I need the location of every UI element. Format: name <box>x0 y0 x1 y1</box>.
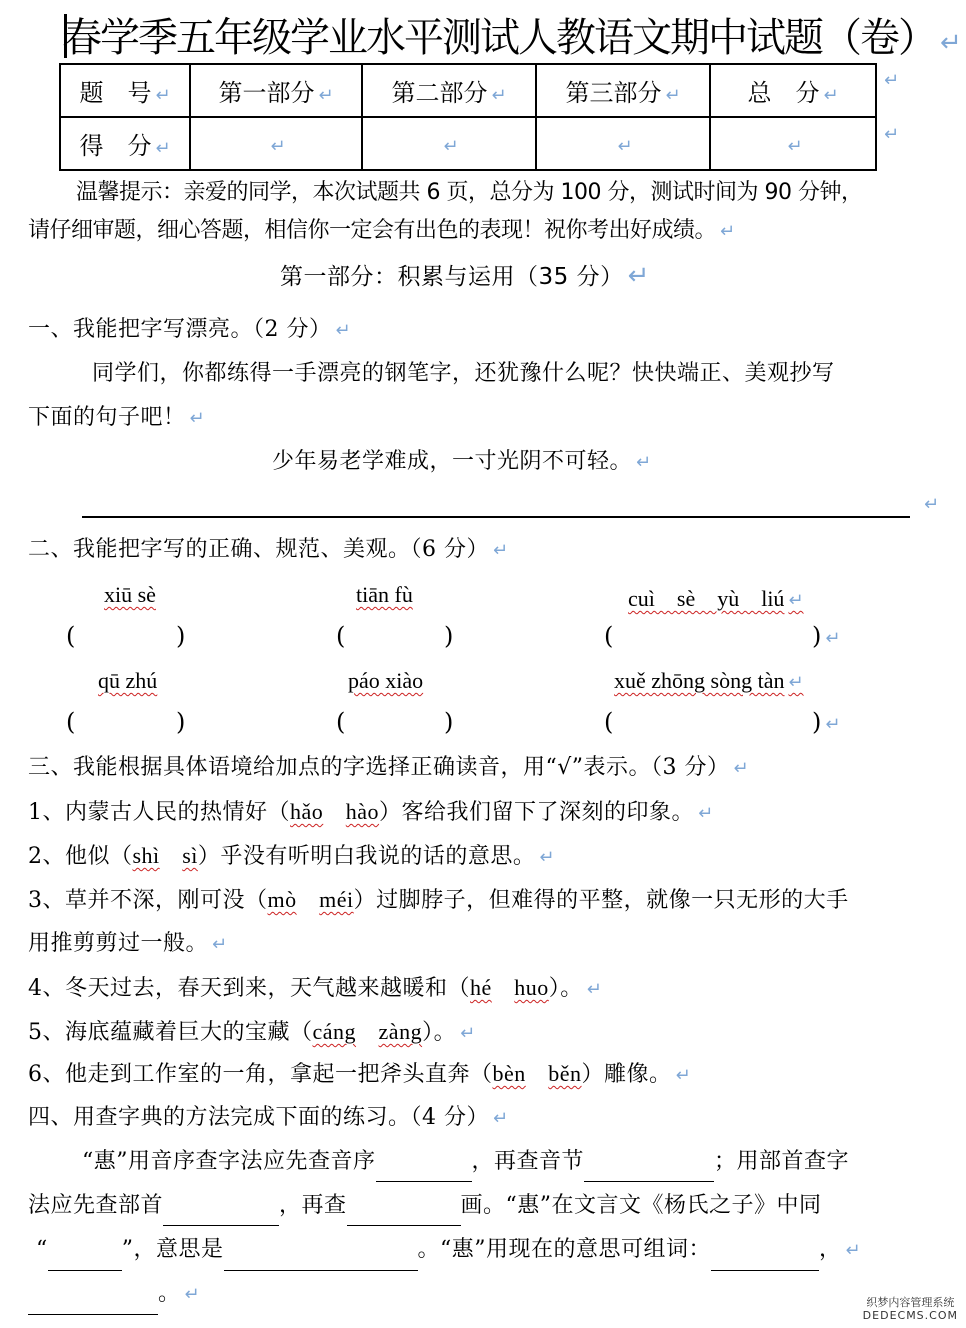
tip-line-2: 请仔细审题，细心答题，相信你一定会有出色的表现！祝你考出好成绩。 ↵ <box>28 218 735 243</box>
return-mark-icon: ↵ <box>924 494 940 515</box>
q1-writing-line[interactable] <box>82 516 910 518</box>
fill-blank[interactable] <box>28 1288 158 1315</box>
fill-blank[interactable] <box>347 1199 461 1226</box>
reading-option[interactable]: mò <box>267 887 297 912</box>
tip-line-1: 温馨提示：亲爱的同学，本次试题共 6 页，总分为 100 分，测试时间为 90 分钟， <box>76 180 863 205</box>
pinyin-word: cuì sè yù liú ↵ <box>628 586 804 611</box>
score-cell[interactable]: ↵ <box>362 117 536 170</box>
q4-line-4: 。 ↵ <box>28 1274 200 1315</box>
page-title: 春学季五年级学业水平测试人教语文期中试题（卷） ↵ <box>62 15 960 61</box>
score-table-header-cell: 第三部分 ↵ <box>536 64 710 117</box>
return-mark-icon: ↵ <box>940 28 960 58</box>
pinyin-word: tiān fù <box>356 582 413 607</box>
watermark-logo: 织梦内容管理系统 DEDECMS.COM <box>862 1296 958 1322</box>
pinyin-word: qū zhú <box>98 668 158 693</box>
q4-heading: 四、用查字典的方法完成下面的练习。（4 分） ↵ <box>28 1105 509 1130</box>
score-table <box>59 63 877 171</box>
reading-option[interactable]: cáng <box>312 1019 357 1044</box>
q1-text-line-2: 下面的句子吧！ ↵ <box>28 405 206 430</box>
part1-heading: 第一部分：积累与运用（35 分） ↵ <box>280 261 650 291</box>
q2-heading: 二、我能把字写的正确、规范、美观。（6 分） ↵ <box>28 537 509 562</box>
q4-line-1: “惠”用音序查字法应先查音序 ，再查音节 ；用部首查字 <box>82 1142 849 1182</box>
answer-paren-open: ( <box>66 708 76 736</box>
answer-paren-open: ( <box>336 708 346 736</box>
reading-option[interactable]: hào <box>345 799 380 824</box>
score-table-header-cell: 第一部分 ↵ <box>190 64 362 117</box>
score-table-header-cell: 总 分 ↵ <box>710 64 876 117</box>
answer-paren-close: ) <box>176 708 186 736</box>
answer-paren-open: ( <box>604 622 614 650</box>
pinyin-word: xiū sè <box>104 582 156 607</box>
q3-item: 6、他走到工作室的一角，拿起一把斧头直奔（bèn běn）雕像。 ↵ <box>28 1061 692 1087</box>
reading-option[interactable]: hé <box>470 975 492 1000</box>
q3-item-continuation: 用推剪剪过一般。 ↵ <box>28 931 228 956</box>
q3-item: 5、海底蕴藏着巨大的宝藏（cáng zàng）。 ↵ <box>28 1019 476 1045</box>
q1-text-line-1: 同学们，你都练得一手漂亮的钢笔字，还犹豫什么呢？快快端正、美观抄写 <box>92 361 835 386</box>
answer-paren-open: ( <box>66 622 76 650</box>
fill-blank[interactable] <box>224 1244 418 1271</box>
answer-paren-close: ) <box>176 622 186 650</box>
score-table-score-row <box>60 117 876 170</box>
return-mark-icon: ↵ <box>884 70 900 91</box>
answer-paren-close: ) ↵ <box>812 708 841 736</box>
q1-heading: 一、我能把字写漂亮。（2 分） ↵ <box>28 317 352 342</box>
score-cell[interactable]: ↵ <box>536 117 710 170</box>
fill-blank[interactable] <box>48 1244 122 1271</box>
reading-option[interactable]: běn <box>548 1061 582 1086</box>
return-mark-icon: ↵ <box>884 124 900 145</box>
q3-item: 2、他似（shì sì）乎没有听明白我说的话的意思。 ↵ <box>28 843 555 869</box>
score-cell[interactable]: ↵ <box>190 117 362 170</box>
answer-paren-open: ( <box>604 708 614 736</box>
score-table-header-cell: 题 号 ↵ <box>60 64 190 117</box>
fill-blank[interactable] <box>584 1155 714 1182</box>
reading-option[interactable]: hǎo <box>290 799 324 824</box>
reading-option[interactable]: sì <box>182 843 198 868</box>
fill-blank[interactable] <box>163 1199 279 1226</box>
answer-paren-close: ) ↵ <box>812 622 841 650</box>
reading-option[interactable]: méi <box>319 887 354 912</box>
reading-option[interactable]: bèn <box>492 1061 526 1086</box>
reading-option[interactable]: shì <box>132 843 160 868</box>
fill-blank[interactable] <box>376 1155 472 1182</box>
answer-paren-open: ( <box>336 622 346 650</box>
pinyin-word: páo xiào <box>348 668 424 693</box>
reading-option[interactable]: zàng <box>378 1019 423 1044</box>
score-cell[interactable]: ↵ <box>710 117 876 170</box>
q3-heading: 三、我能根据具体语境给加点的字选择正确读音，用“√”表示。（3 分） ↵ <box>28 755 750 780</box>
score-table-header-cell: 第二部分 ↵ <box>362 64 536 117</box>
q3-item: 4、冬天过去，春天到来，天气越来越暖和（hé huo）。 ↵ <box>28 975 603 1001</box>
score-table-row-label: 得 分 ↵ <box>60 117 190 170</box>
reading-option[interactable]: huo <box>514 975 549 1000</box>
q3-item: 1、内蒙古人民的热情好（hǎo hào）客给我们留下了深刻的印象。 ↵ <box>28 799 714 825</box>
fill-blank[interactable] <box>711 1244 819 1271</box>
q4-line-2: 法应先查部首 ，再查 画。“惠”在文言文《杨氏之子》中同 <box>28 1186 822 1226</box>
q3-item: 3、草并不深，刚可没（mò méi）过脚脖子，但难得的平整，就像一只无形的大手 <box>28 887 849 913</box>
answer-paren-close: ) <box>444 622 454 650</box>
q4-line-3: “ ”，意思是 。“惠”用现在的意思可组词： ， ↵ <box>36 1230 861 1271</box>
q1-copy-sentence: 少年易老学难成，一寸光阴不可轻。 ↵ <box>272 449 652 474</box>
answer-paren-close: ) <box>444 708 454 736</box>
pinyin-word: xuě zhōng sòng tàn ↵ <box>614 668 804 693</box>
score-table-header-row <box>60 64 876 117</box>
